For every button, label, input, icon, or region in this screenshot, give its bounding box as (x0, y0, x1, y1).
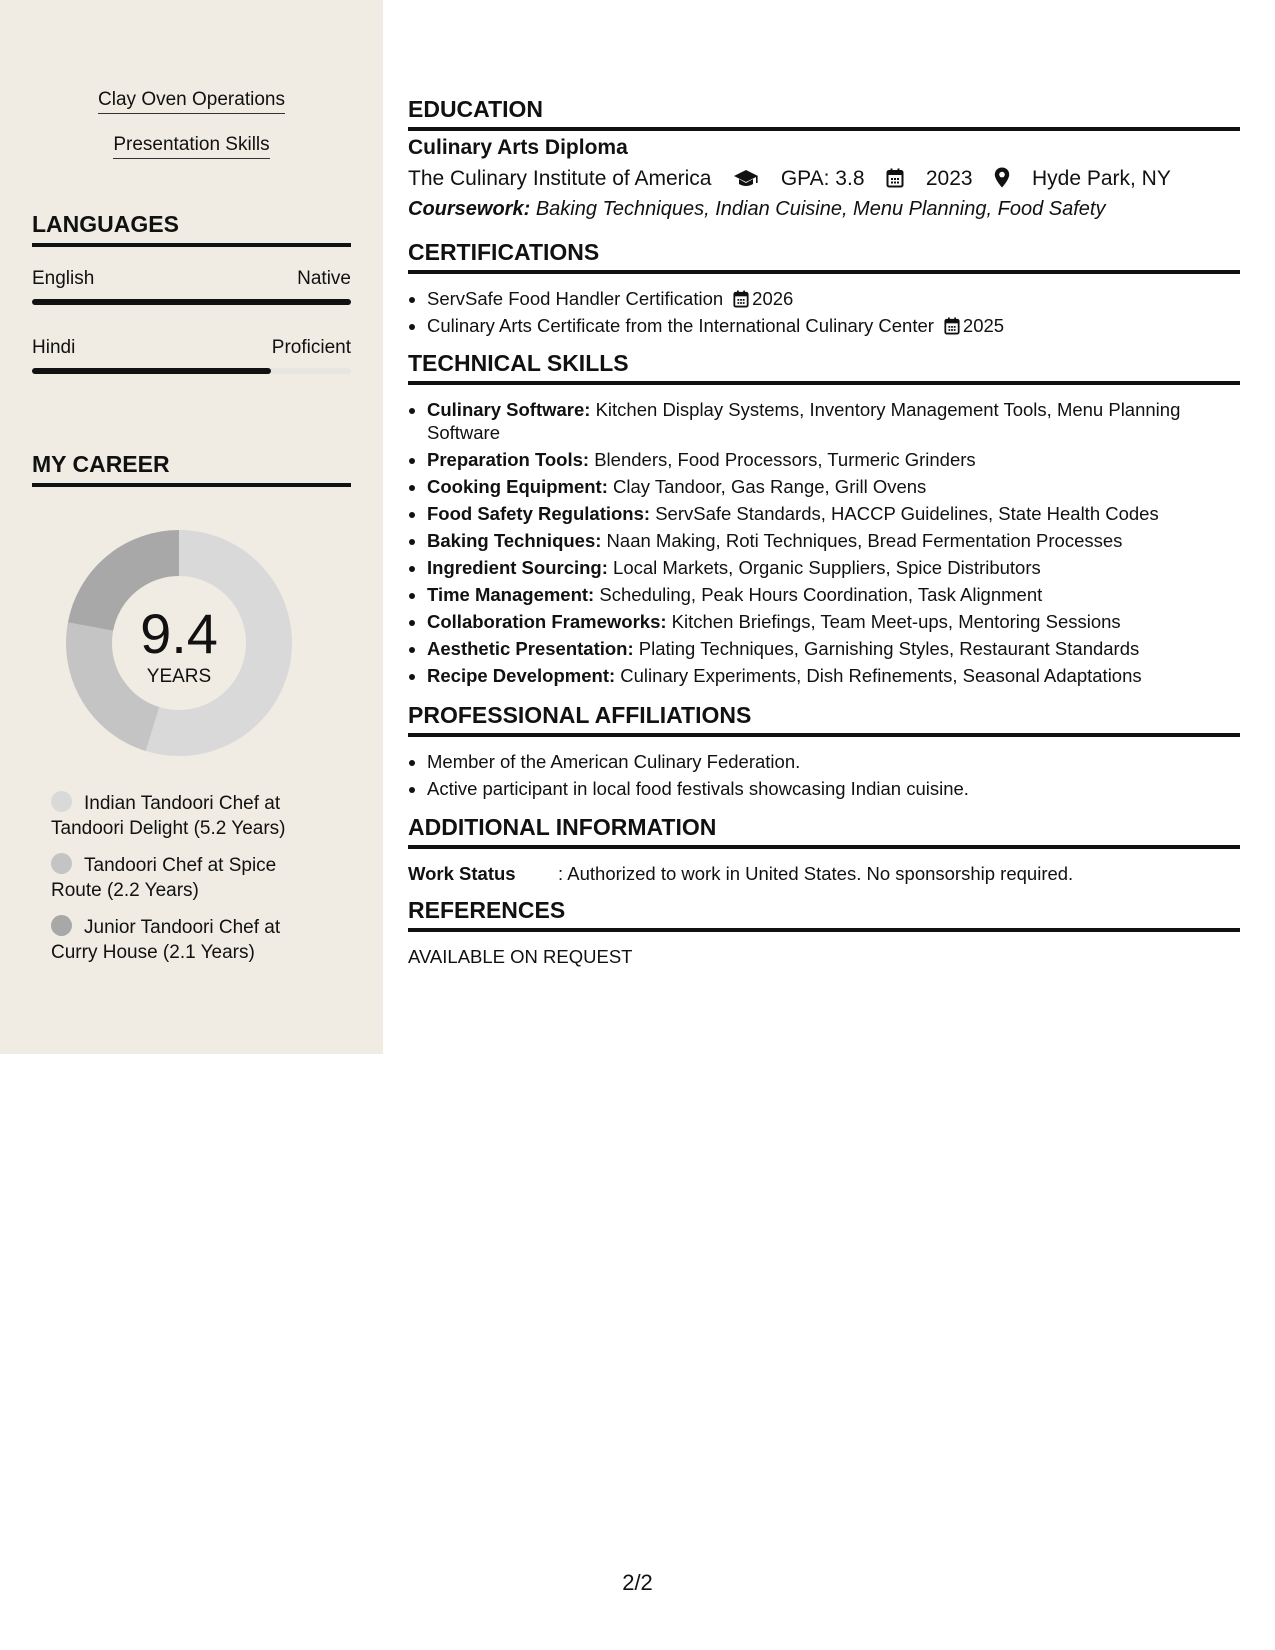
language-level: Proficient (271, 337, 351, 358)
affiliations-heading: PROFESSIONAL AFFILIATIONS (408, 702, 1240, 737)
education-heading: EDUCATION (408, 96, 1240, 131)
language-name: English (32, 268, 95, 289)
career-unit: YEARS (146, 666, 212, 687)
list-item: • Active participant in local food festivals showcasing Indian cuisine. (427, 777, 1207, 800)
list-item: • Food Safety Regulations: ServSafe Standards, HACCP Guidelines, State Health Codes (427, 502, 1207, 525)
list-item: • Ingredient Sourcing: Local Markets, Organic Suppliers, Spice Distributors (427, 556, 1207, 579)
technical-skills-heading: TECHNICAL SKILLS (408, 350, 1240, 385)
coursework (408, 198, 1105, 221)
list-item: • Member of the American Culinary Federation. (427, 750, 1207, 773)
legend-dot (51, 853, 72, 874)
coursework-text: Baking Techniques, Indian Cuisine, Menu Planning, Food Safety (535, 198, 1106, 220)
school-location: Hyde Park, NY (1031, 167, 1171, 190)
skill-presentation: Presentation Skills (0, 134, 383, 156)
calendar-icon (886, 168, 904, 188)
language-name: Hindi (32, 337, 76, 358)
language-bar-english (32, 299, 351, 305)
technical-skills-list (408, 398, 1207, 691)
sidebar (0, 0, 383, 1054)
legend-dot (51, 915, 72, 936)
work-status-label: Work Status (408, 863, 516, 884)
language-bar-hindi (32, 368, 351, 374)
language-row-hindi (32, 337, 351, 359)
language-bar-fill (32, 299, 351, 305)
gpa: GPA: 3.8 (780, 167, 865, 190)
certifications-list (408, 287, 1207, 341)
language-bar-fill (32, 368, 271, 374)
legend-dot (51, 791, 72, 812)
language-level: Native (297, 268, 351, 289)
work-status (408, 863, 1073, 885)
list-item: • Culinary Arts Certificate from the International Culinary Center 2025 (427, 314, 1207, 337)
list-item: • Cooking Equipment: Clay Tandoor, Gas Range, Grill Ovens (427, 475, 1207, 498)
list-item: • ServSafe Food Handler Certification 2026 (427, 287, 1207, 310)
list-item: • Preparation Tools: Blenders, Food Processors, Turmeric Grinders (427, 448, 1207, 471)
school-name: The Culinary Institute of America (408, 167, 712, 190)
career-legend-item: Tandoori Chef at Spice Route (2.2 Years) (51, 855, 277, 901)
list-item: • Aesthetic Presentation: Plating Techniques, Garnishing Styles, Restaurant Standards (427, 637, 1207, 660)
references-heading: REFERENCES (408, 897, 1240, 932)
certifications-heading: CERTIFICATIONS (408, 239, 1240, 274)
career-donut-chart (64, 528, 294, 758)
calendar-icon (944, 317, 960, 335)
work-status-value: : Authorized to work in United States. No sponsorship required. (558, 863, 1074, 884)
additional-info-heading: ADDITIONAL INFORMATION (408, 814, 1240, 849)
career-heading: MY CAREER (32, 451, 351, 487)
education-details (408, 167, 1171, 191)
calendar-icon (733, 290, 749, 308)
career-total: 9.4 (140, 602, 218, 665)
affiliations-list (408, 750, 1207, 804)
list-item: • Baking Techniques: Naan Making, Roti Techniques, Bread Fermentation Processes (427, 529, 1207, 552)
language-row-english (32, 268, 351, 290)
coursework-label: Coursework: (408, 198, 531, 220)
list-item: • Time Management: Scheduling, Peak Hours Coordination, Task Alignment (427, 583, 1207, 606)
references-text: AVAILABLE ON REQUEST (408, 946, 633, 967)
career-legend-item: Junior Tandoori Chef at Curry House (2.1 Years) (51, 917, 281, 963)
graduation-year: 2023 (925, 167, 973, 190)
list-item: • Recipe Development: Culinary Experiments, Dish Refinements, Seasonal Adaptations (427, 664, 1207, 687)
skill-clay-oven: Clay Oven Operations (0, 89, 383, 111)
career-legend-item: Indian Tandoori Chef at Tandoori Delight (5.2 Years) (51, 793, 286, 839)
list-item: • Collaboration Frameworks: Kitchen Briefings, Team Meet-ups, Mentoring Sessions (427, 610, 1207, 633)
page-number: 2/2 (622, 1570, 653, 1595)
map-pin-icon (994, 167, 1010, 188)
list-item: • Culinary Software: Kitchen Display Systems, Inventory Management Tools, Menu Planning Software (427, 398, 1207, 444)
degree-title: Culinary Arts Diploma (408, 136, 628, 159)
languages-heading: LANGUAGES (32, 211, 351, 247)
graduation-cap-icon (733, 168, 759, 188)
